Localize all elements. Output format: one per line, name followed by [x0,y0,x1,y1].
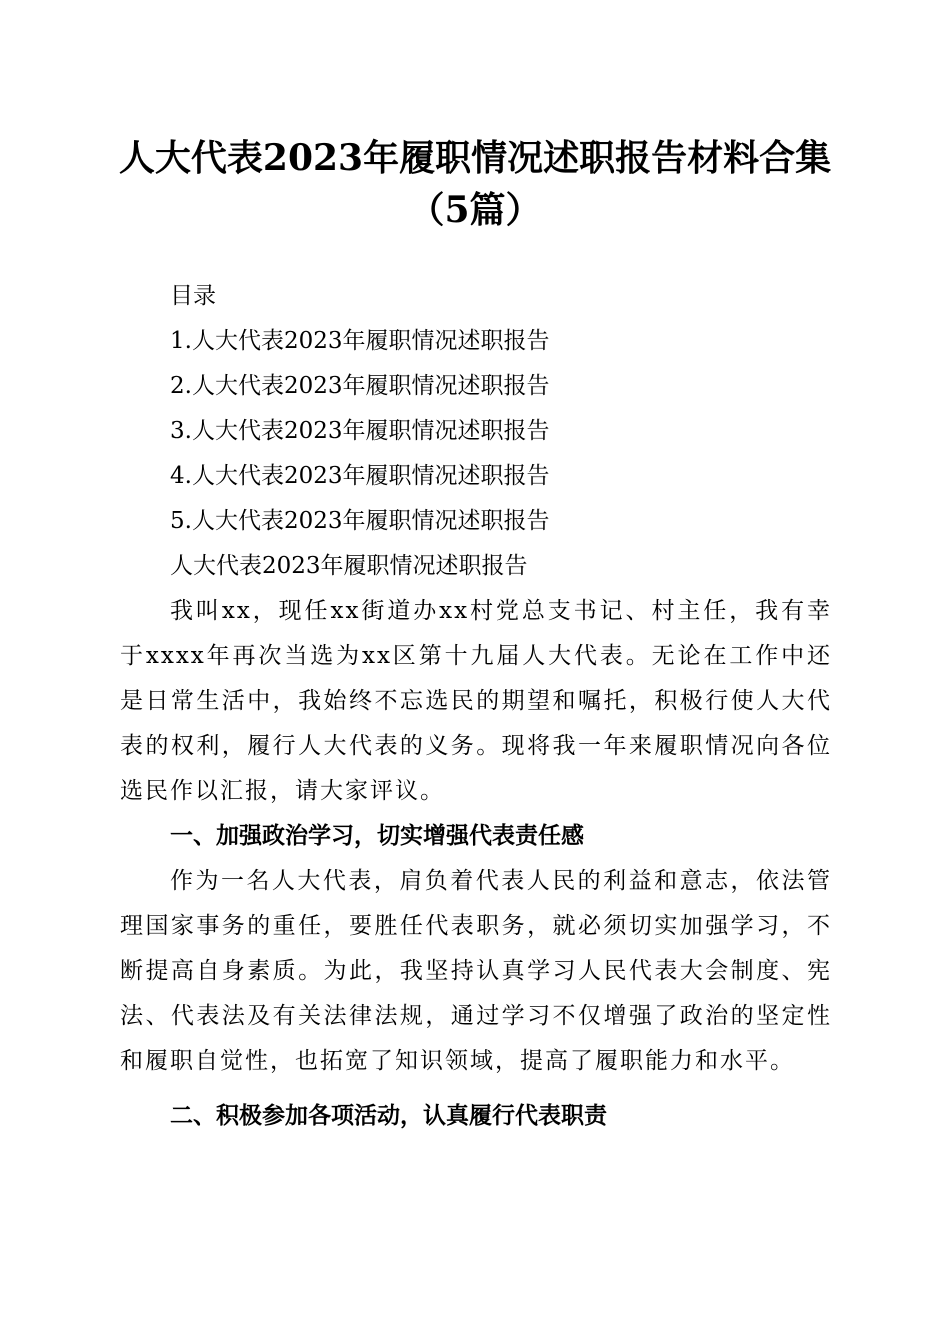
toc-item-2: 2.人大代表2023年履职情况述职报告 [170,373,550,399]
section-1-paragraph: 作为一名人大代表，肩负着代表人民的利益和意志，依法管理国家事务的重任，要胜任代表职务，就必须切实加强学习，不断提高自身素质。为此，我坚持认真学习人民代表大会制度、宪法、代表法及有关法律法规，通过学习不仅增强了政治的坚定性和履职自觉性，也拓宽了知识领域，提高了履职能力和水平。 [120,868,832,1074]
intro-paragraph: 我叫xx，现任xx街道办xx村党总支书记、村主任，我有幸于xxxx年再次当选为xx区第十九届人大代表。无论在工作中还是日常生活中，我始终不忘选民的期望和嘱托，积极行使人大代表的权利，履行人大代表的义务。现将我一年来履职情况向各位选民作以汇报，请大家评议。 [120,598,832,804]
document-body [120,274,832,1139]
toc-item-4: 4.人大代表2023年履职情况述职报告 [170,463,550,489]
section-gap [120,1084,832,1094]
section-2-heading: 二、积极参加各项活动，认真履行代表职责 [170,1103,607,1129]
title-line-2: （5篇） [408,189,542,231]
toc-item-5: 5.人大代表2023年履职情况述职报告 [170,508,550,534]
section-1-heading: 一、加强政治学习，切实增强代表责任感 [170,823,584,849]
toc-item-1: 1.人大代表2023年履职情况述职报告 [170,328,550,354]
title-line-1: 人大代表2023年履职情况述职报告材料合集 [118,137,832,179]
article-title: 人大代表2023年履职情况述职报告 [170,553,528,579]
document-title [0,132,950,236]
toc-heading: 目录 [170,283,216,309]
toc-item-3: 3.人大代表2023年履职情况述职报告 [170,418,550,444]
